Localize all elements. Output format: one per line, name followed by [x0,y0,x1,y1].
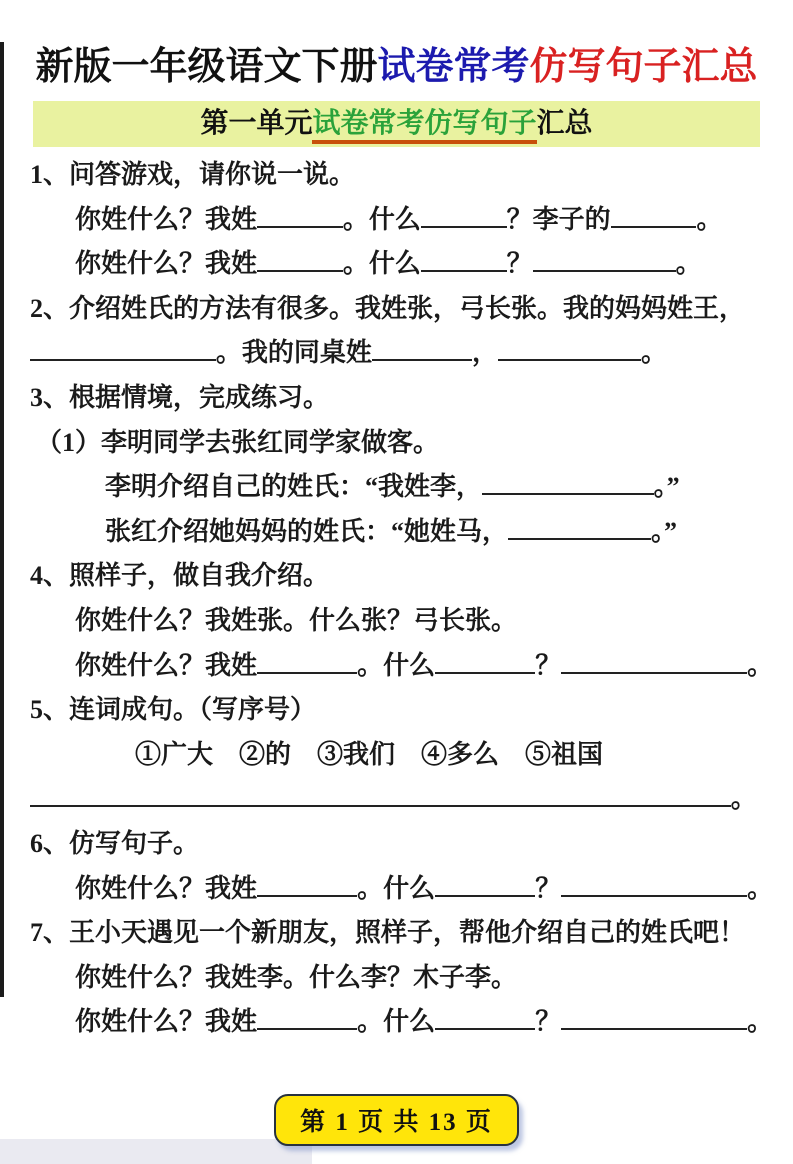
title-part-blue: 试卷常考 [377,46,530,88]
worksheet-line [0,421,793,466]
line-text: 4、照样子，做自我介绍。 [30,561,330,591]
line-text: 张红介绍她妈妈的姓氏：“她姓马， [105,516,509,546]
line-text: ？李子的 [506,204,611,234]
title-part-red: 仿写句子汇总 [529,46,758,88]
fill-in-blank [435,646,535,674]
fill-in-blank [611,200,697,228]
fill-in-blank [30,333,216,361]
fill-in-blank [561,646,747,674]
fill-in-blank [561,869,747,897]
fill-in-blank [508,512,651,540]
page-footer [0,1094,793,1146]
fill-in-blank [257,1002,357,1030]
line-text: 。什么 [342,249,421,279]
worksheet-line [0,510,793,555]
worksheet-line [0,644,793,689]
line-text: 。” [653,472,680,502]
worksheet-line [0,956,793,1001]
line-text: 。 [730,784,757,814]
line-text: 。什么 [342,204,421,234]
line-text: 李明介绍自己的姓氏：“我姓李， [105,472,483,502]
fill-in-blank [482,467,654,495]
line-text: 你姓什么？我姓张。什么张？弓长张。 [75,605,518,635]
worksheet-line [0,688,793,733]
line-text: 。 [747,650,774,680]
line-text: 你姓什么？我姓 [75,873,258,903]
line-text: 3、根据情境，完成练习。 [30,382,330,412]
worksheet-line [0,867,793,912]
line-text: 。什么 [357,873,436,903]
line-text: 。 [641,338,668,368]
worksheet-line [0,287,793,332]
worksheet-line [0,733,793,778]
line-text: 你姓什么？我姓 [75,249,258,279]
line-text: 。我的同桌姓 [215,338,372,368]
line-text: 。” [651,516,678,546]
worksheet-line [0,242,793,287]
title-part-black: 新版一年级语文下册 [35,46,378,88]
worksheet-line [0,376,793,421]
line-text: 。 [696,204,723,234]
worksheet-line [0,1000,793,1045]
line-text: 7、王小天遇见一个新朋友，照样子，帮他介绍自己的姓氏吧！ [30,918,746,948]
worksheet-line [0,198,793,243]
line-text: ， [472,338,499,368]
fill-in-blank [421,200,507,228]
fill-in-blank [561,1002,747,1030]
scan-edge-artifact-left [0,42,4,997]
line-text: ①广大 ②的 ③我们 ④多么 ⑤祖国 [135,739,604,769]
line-text: 2、介绍姓氏的方法有很多。我姓张，弓长张。我的妈妈姓王， [30,293,746,323]
page-number-badge: 第 1 页 共 13 页 [274,1094,519,1146]
line-text: 。 [675,249,702,279]
worksheet-line [0,331,793,376]
fill-in-blank [435,869,535,897]
line-text: 你姓什么？我姓 [75,1007,258,1037]
worksheet-line [0,554,793,599]
fill-in-blank [257,200,343,228]
fill-in-blank [372,333,472,361]
fill-in-blank [257,244,343,272]
section-header-suffix: 汇总 [536,108,593,139]
fill-in-blank [257,869,357,897]
section-header-prefix: 第一单元 [200,108,313,139]
line-text: 5、连词成句。（写序号） [30,695,317,725]
fill-in-blank [435,1002,535,1030]
line-text: 你姓什么？我姓 [75,650,258,680]
line-text: ？ [535,650,562,680]
page-title [0,42,793,92]
worksheet-lines [0,153,793,1045]
line-text: 你姓什么？我姓李。什么李？木子李。 [75,962,518,992]
line-text: ？ [535,1007,562,1037]
line-text: 你姓什么？我姓 [75,204,258,234]
line-text: 。 [747,873,774,903]
line-text: 。什么 [357,650,436,680]
line-text: 1、问答游戏，请你说一说。 [30,160,356,189]
line-text: ？ [506,249,533,279]
fill-in-blank [421,244,507,272]
worksheet-line [0,599,793,644]
worksheet-line [0,465,793,510]
section-header [33,101,760,147]
fill-in-blank [533,244,676,272]
line-text: ？ [535,873,562,903]
fill-in-blank [498,333,641,361]
worksheet-line [0,777,793,822]
line-text: 6、仿写句子。 [30,828,200,858]
worksheet-line [0,911,793,956]
worksheet-line [0,153,793,198]
fill-in-blank [30,779,731,807]
worksheet-line [0,822,793,867]
fill-in-blank [257,646,357,674]
line-text: 。 [747,1007,774,1037]
section-header-highlight: 试卷常考仿写句子 [312,108,536,144]
line-text: （1）李明同学去张红同学家做客。 [36,427,440,457]
line-text: 。什么 [357,1007,436,1037]
